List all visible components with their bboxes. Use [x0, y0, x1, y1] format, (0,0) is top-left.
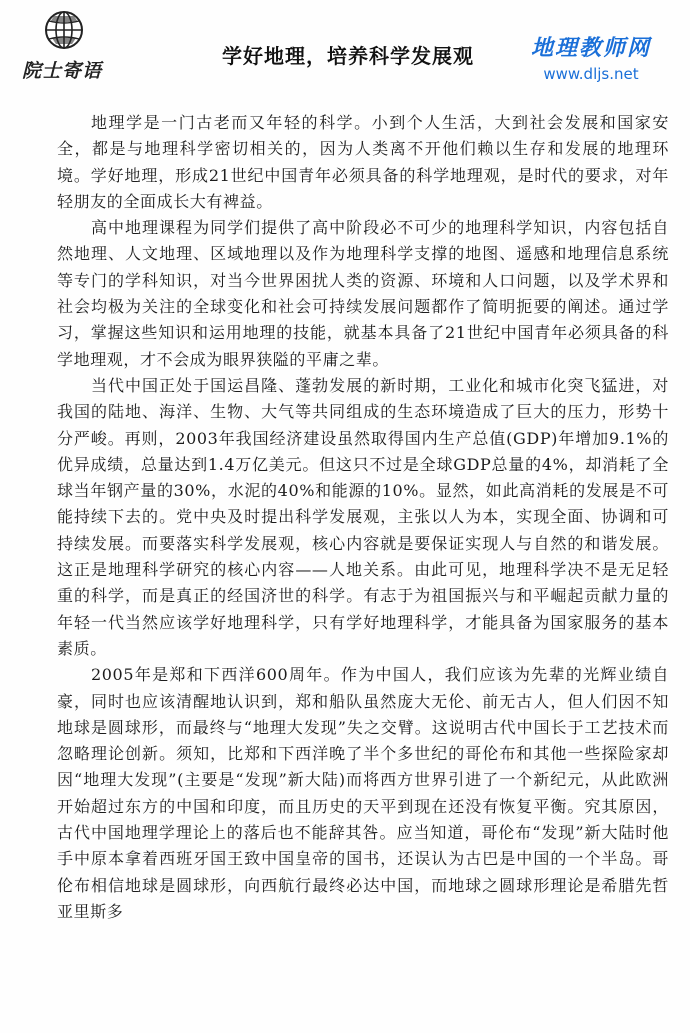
watermark-site-name: 地理教师网 [530, 36, 651, 61]
paragraph-2: 高中地理课程为同学们提供了高中阶段必不可少的地理科学知识，内容包括自然地理、人文地理、区域地理以及作为地理科学支撑的地图、遥感和地理信息系统等专门的学科知识，对当今世界困扰人类的资源、环境和人口问题，以及学术界和社会均极为关注的全球变化和社会可持续发展问题都作了简明扼要的阐述。通过学习，掌握这些知识和运用地理的技能，就基本具备了21世纪中国青年必须具备的科学地理观，才不会成为眼界狭隘的平庸之辈。 [57, 218, 669, 369]
watermark-url: www.dljs.net [543, 65, 639, 83]
paragraph-4: 2005年是郑和下西洋600周年。作为中国人，我们应该为先辈的光辉业绩自豪，同时也应该清醒地认识到，郑和船队虽然庞大无伦、前无古人，但人们因不知地球是圆球形，而最终与“地理大发现”失之交臂。这说明古代中国长于工艺技术而忽略理论创新。须知，比郑和下西洋晚了半个多世纪的哥伦布和其他一些探险家却因“地理大发现”(主要是“发现”新大陆)而将西方世界引进了一个新纪元，从此欧洲开始超过东方的中国和印度，而且历史的天平到现在还没有恢复平衡。究其原因，古代中国地理学理论上的落后也不能辞其咎。应当知道，哥伦布“发现”新大陆时他手中原本拿着西班牙国王致中国皇帝的国书，还误认为古巴是中国的一个半岛。哥伦布相信地球是圆球形，向西航行最终必达中国，而地球之圆球形理论是希腊先哲亚里斯多 [57, 665, 669, 921]
page-header [0, 0, 690, 92]
globe-icon [44, 10, 84, 50]
page-title: 学好地理，培养科学发展观 [222, 44, 474, 68]
academician-logo [18, 6, 128, 82]
paragraph-3: 当代中国正处于国运昌隆、蓬勃发展的新时期，工业化和城市化突飞猛进，对我国的陆地、海洋、生物、大气等共同组成的生态环境造成了巨大的压力，形势十分严峻。再则，2003年我国经济建设虽然取得国内生产总值(GDP)年增加9.1%的优异成绩，总量达到1.4万亿美元。但这只不过是全球GDP总量的4%，却消耗了全球当年钢产量的30%，水泥的40%和能源的10%。显然，如此高消耗的发展是不可能持续下去的。党中央及时提出科学发展观，主张以人为本，实现全面、协调和可持续发展。而要落实科学发展观，核心内容就是要保证实现人与自然的和谐发展。这正是地理科学研究的核心内容——人地关系。由此可见，地理科学决不是无足轻重的科学，而是真正的经国济世的科学。有志于为祖国振兴与和平崛起贡献力量的年轻一代当然应该学好地理科学，只有学好地理科学，才能具备为国家服务的基本素质。 [57, 375, 669, 658]
paragraph-1: 地理学是一门古老而又年轻的科学。小到个人生活，大到社会发展和国家安全，都是与地理科学密切相关的，因为人类离不开他们赖以生存和发展的地理环境。学好地理，形成21世纪中国青年必须具备的科学地理观，是时代的要求，对年轻朋友的全面成长大有裨益。 [57, 113, 669, 211]
site-watermark [506, 36, 676, 84]
logo-text: 院士寄语 [22, 60, 103, 82]
article-body [57, 110, 669, 925]
